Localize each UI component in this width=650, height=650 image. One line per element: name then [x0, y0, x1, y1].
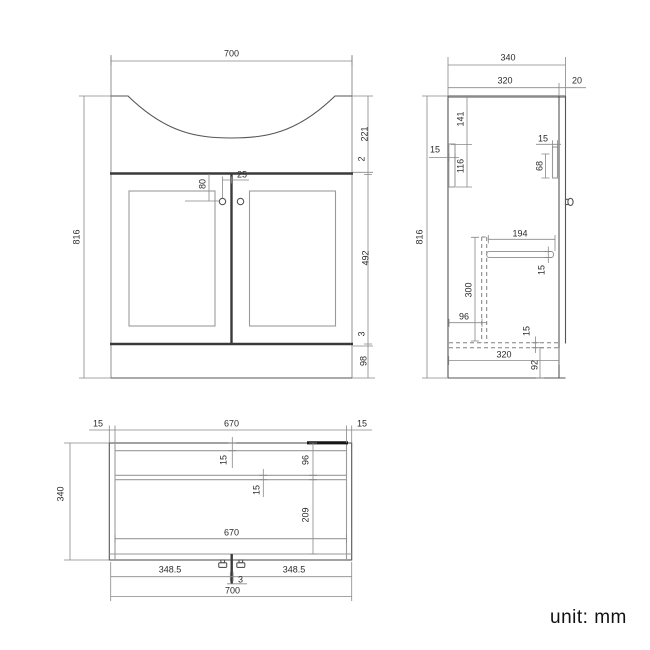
- dim-side-hinge-offset: 141: [455, 110, 466, 127]
- door-knob-icon: [568, 198, 573, 205]
- dim-plan-door-right: 348.5: [282, 564, 306, 574]
- dim-front-basin-height: 221: [359, 126, 370, 142]
- dim-side-bottom-thickness: 15: [521, 325, 532, 336]
- hinge-plate: [449, 144, 455, 187]
- dim-plan-mid-rail: 15: [251, 484, 261, 495]
- dim-front-width: 700: [223, 48, 240, 59]
- dim-front-height: 816: [71, 229, 82, 245]
- dim-front-handle-inset: 25: [236, 169, 248, 180]
- dim-side-bracket-width: 15: [537, 133, 549, 144]
- dim-front-counter-gap: 2: [356, 156, 367, 162]
- plan-view: [64, 426, 372, 602]
- dim-side-hinge-height: 116: [455, 158, 466, 173]
- dim-side-shelf-depth: 194: [512, 228, 528, 238]
- dim-plan-door-left: 348.5: [158, 564, 182, 574]
- door-knob-icon: [237, 560, 245, 567]
- dim-side-body-depth: 320: [497, 75, 513, 85]
- unit-note: unit: mm: [550, 607, 627, 628]
- dim-plan-back-offset: 96: [300, 454, 311, 465]
- shelf-profile: [487, 252, 554, 258]
- door-panel-left: [129, 191, 215, 326]
- dim-plan-center-gap: 3: [237, 574, 244, 584]
- dim-front-door-gap: 3: [356, 331, 367, 337]
- dim-side-door-thickness: 20: [571, 75, 583, 86]
- front-view: [79, 55, 375, 378]
- side-view: [422, 57, 586, 378]
- dim-side-bottom-depth: 320: [496, 349, 512, 359]
- door-knob-icon: [219, 560, 227, 567]
- dim-front-plinth-height: 98: [358, 355, 369, 367]
- dim-plan-inner-width: 670: [223, 418, 240, 428]
- door-knob-icon: [219, 198, 225, 204]
- dim-side-bracket-height: 68: [534, 160, 544, 172]
- door-knob-icon: [237, 198, 243, 204]
- dim-side-support-setback: 96: [458, 311, 470, 322]
- dim-front-handle-drop: 80: [197, 178, 208, 190]
- dim-plan-wall-right: 15: [356, 418, 368, 428]
- dim-plan-width: 700: [224, 585, 241, 595]
- dim-side-hinge-width: 15: [429, 144, 441, 155]
- dim-side-support-height: 300: [463, 281, 474, 298]
- dim-plan-shelf-width: 670: [223, 527, 240, 538]
- hinge-bracket: [553, 147, 558, 178]
- dim-side-height: 816: [414, 229, 425, 245]
- dim-plan-back-rail: 15: [218, 454, 229, 465]
- dim-plan-depth: 340: [55, 486, 66, 502]
- dim-side-shelf-thickness: 15: [536, 264, 547, 275]
- door-panel-right: [250, 191, 336, 326]
- dim-front-door-height: 492: [360, 250, 371, 266]
- dim-side-plinth-recess: 92: [529, 359, 539, 371]
- dim-plan-front-offset: 209: [300, 507, 311, 523]
- dim-plan-wall-left: 15: [92, 418, 104, 428]
- dim-side-depth: 340: [500, 52, 516, 63]
